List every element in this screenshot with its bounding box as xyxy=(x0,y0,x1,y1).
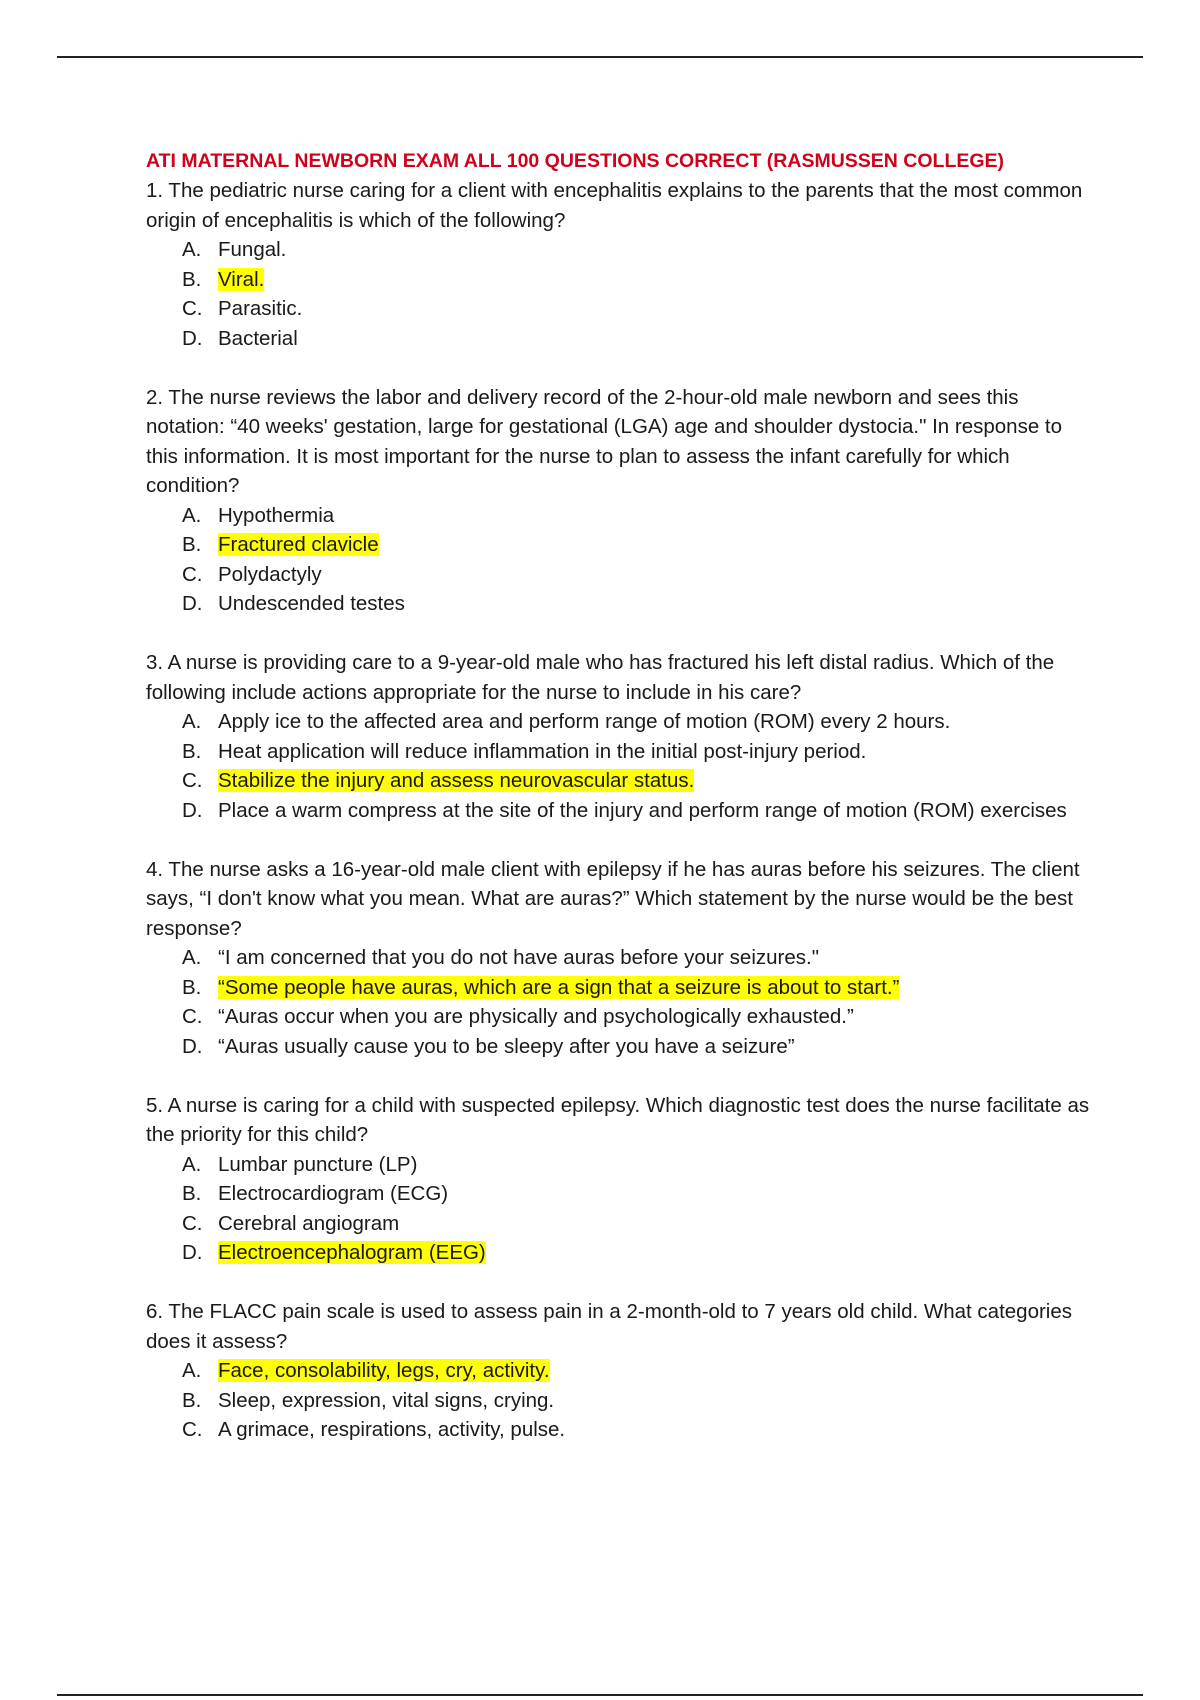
document-body xyxy=(146,146,1096,1445)
answer-option xyxy=(146,1150,1096,1180)
answer-options xyxy=(146,943,1096,1061)
option-text-inner: Electrocardiogram (ECG) xyxy=(218,1182,449,1205)
option-text xyxy=(218,294,1096,324)
answer-option xyxy=(146,796,1096,826)
question-spacer xyxy=(146,353,1096,383)
answer-option xyxy=(146,235,1096,265)
option-letter: D. xyxy=(182,326,203,350)
question-stem: 2. The nurse reviews the labor and delivery record of the 2-hour-old male newborn and sees this notation: “40 weeks' gestation, large for gestational (LGA) age and shoulder dystocia." In response to this information. It is most important for the nurse to plan to assess the infant carefully for which condition? xyxy=(146,385,1063,497)
option-letter: C. xyxy=(182,297,203,320)
option-letter: A. xyxy=(182,710,202,733)
option-letter: C. xyxy=(182,1211,203,1235)
option-text-inner: Apply ice to the affected area and perform range of motion (ROM) every 2 hours. xyxy=(218,710,951,733)
option-text xyxy=(218,1002,1096,1032)
answer-options xyxy=(146,1150,1096,1268)
question-stem: 1. The pediatric nurse caring for a client with encephalitis explains to the parents that the most common origin of encephalitis is which of the following? xyxy=(146,179,1083,232)
option-letter: C. xyxy=(182,562,203,586)
option-letter: A. xyxy=(182,1359,202,1382)
option-text xyxy=(218,1032,1096,1062)
answer-option xyxy=(146,1002,1096,1032)
answer-option xyxy=(146,501,1096,531)
option-text-inner: “I am concerned that you do not have auras before your seizures." xyxy=(218,946,819,969)
answer-options xyxy=(146,707,1096,825)
question-spacer xyxy=(146,825,1096,855)
header-rule xyxy=(57,56,1143,58)
answer-option xyxy=(146,1179,1096,1209)
answer-option xyxy=(146,766,1096,796)
answer-option xyxy=(146,973,1096,1003)
question-stem: 3. A nurse is providing care to a 9-year-old male who has fractured his left distal radius. Which of the following include actions appropriate for the nurse to include in his care? xyxy=(146,651,1055,704)
option-text-inner: Undescended testes xyxy=(218,592,405,615)
option-text-inner: Cerebral angiogram xyxy=(218,1211,400,1235)
answer-highlight: Viral. xyxy=(218,267,265,291)
question-5 xyxy=(146,1091,1096,1298)
answer-option xyxy=(146,324,1096,354)
option-text-inner: Polydactyly xyxy=(218,562,322,586)
answer-option xyxy=(146,1032,1096,1062)
option-letter: A. xyxy=(182,1152,202,1176)
question-3 xyxy=(146,648,1096,855)
correct-answer-text xyxy=(218,766,1096,796)
question-4 xyxy=(146,855,1096,1091)
option-text-inner: Sleep, expression, vital signs, crying. xyxy=(218,1388,555,1412)
answer-option xyxy=(146,1386,1096,1416)
answer-highlight: Stabilize the injury and assess neurovascular status. xyxy=(218,769,695,792)
option-text-inner: Fungal. xyxy=(218,238,287,261)
answer-option xyxy=(146,1415,1096,1445)
option-letter: B. xyxy=(182,739,202,763)
option-text xyxy=(218,737,1096,767)
option-letter: A. xyxy=(182,238,202,261)
question-6 xyxy=(146,1297,1096,1445)
answer-option xyxy=(146,1238,1096,1268)
option-text xyxy=(218,1209,1096,1239)
option-text xyxy=(218,324,1096,354)
option-letter: B. xyxy=(182,533,202,556)
document-title: ATI MATERNAL NEWBORN EXAM ALL 100 QUESTIONS CORRECT (RASMUSSEN COLLEGE) xyxy=(146,150,1005,172)
answer-option xyxy=(146,737,1096,767)
answer-option xyxy=(146,1209,1096,1239)
option-letter: A. xyxy=(182,503,202,527)
correct-answer-text xyxy=(218,1238,1096,1268)
option-text xyxy=(218,501,1096,531)
option-letter: C. xyxy=(182,1005,203,1028)
option-letter: A. xyxy=(182,946,202,969)
option-text-inner: Lumbar puncture (LP) xyxy=(218,1152,418,1176)
question-spacer xyxy=(146,1268,1096,1298)
answer-options xyxy=(146,501,1096,619)
option-letter: B. xyxy=(182,1388,202,1412)
option-text xyxy=(218,1415,1096,1445)
question-stem: 6. The FLACC pain scale is used to assess pain in a 2-month-old to 7 years old child. What categories does it assess? xyxy=(146,1300,1073,1353)
answer-highlight: Face, consolability, legs, cry, activity. xyxy=(218,1359,550,1382)
option-letter: B. xyxy=(182,267,202,291)
option-letter: B. xyxy=(182,975,202,999)
answer-option xyxy=(146,265,1096,295)
question-list xyxy=(146,176,1096,1445)
option-text xyxy=(218,943,1096,973)
option-text xyxy=(218,560,1096,590)
option-text xyxy=(218,707,1096,737)
question-spacer xyxy=(146,619,1096,649)
option-letter: D. xyxy=(182,1034,203,1058)
option-letter: D. xyxy=(182,1241,203,1264)
option-text xyxy=(218,1179,1096,1209)
answer-options xyxy=(146,235,1096,353)
correct-answer-text xyxy=(218,1356,1096,1386)
answer-option xyxy=(146,707,1096,737)
correct-answer-text xyxy=(218,530,1096,560)
correct-answer-text xyxy=(218,973,1096,1003)
option-text-inner: Hypothermia xyxy=(218,503,335,527)
question-stem: 4. The nurse asks a 16-year-old male client with epilepsy if he has auras before his seizures. The client says, “I don't know what you mean. What are auras?” Which statement by the nurse would be the best response? xyxy=(146,857,1080,940)
option-text xyxy=(218,1386,1096,1416)
answer-option xyxy=(146,1356,1096,1386)
option-letter: C. xyxy=(182,769,203,792)
option-letter: B. xyxy=(182,1182,202,1205)
option-text xyxy=(218,796,1096,826)
option-text-inner: Heat application will reduce inflammation in the initial post-injury period. xyxy=(218,739,867,763)
answer-option xyxy=(146,560,1096,590)
answer-option xyxy=(146,530,1096,560)
option-text xyxy=(218,589,1096,619)
option-text-inner: Place a warm compress at the site of the injury and perform range of motion (ROM) exercises xyxy=(218,798,1067,822)
option-letter: D. xyxy=(182,798,203,822)
question-stem: 5. A nurse is caring for a child with suspected epilepsy. Which diagnostic test does the nurse facilitate as the priority for this child? xyxy=(146,1093,1090,1146)
answer-highlight: “Some people have auras, which are a sign that a seizure is about to start.” xyxy=(218,975,900,999)
option-text-inner: A grimace, respirations, activity, pulse. xyxy=(218,1418,566,1441)
option-letter: D. xyxy=(182,592,203,615)
option-text xyxy=(218,235,1096,265)
correct-answer-text xyxy=(218,265,1096,295)
answer-option xyxy=(146,943,1096,973)
question-2 xyxy=(146,383,1096,649)
option-text-inner: Parasitic. xyxy=(218,297,303,320)
footer-rule xyxy=(57,1694,1143,1696)
question-1 xyxy=(146,176,1096,383)
answer-option xyxy=(146,589,1096,619)
answer-highlight: Fractured clavicle xyxy=(218,533,379,556)
answer-options xyxy=(146,1356,1096,1445)
option-text-inner: Bacterial xyxy=(218,326,298,350)
option-letter: C. xyxy=(182,1418,203,1441)
answer-option xyxy=(146,294,1096,324)
question-spacer xyxy=(146,1061,1096,1091)
answer-highlight: Electroencephalogram (EEG) xyxy=(218,1241,486,1264)
option-text-inner: “Auras usually cause you to be sleepy after you have a seizure” xyxy=(218,1034,795,1058)
option-text-inner: “Auras occur when you are physically and psychologically exhausted.” xyxy=(218,1005,854,1028)
option-text xyxy=(218,1150,1096,1180)
